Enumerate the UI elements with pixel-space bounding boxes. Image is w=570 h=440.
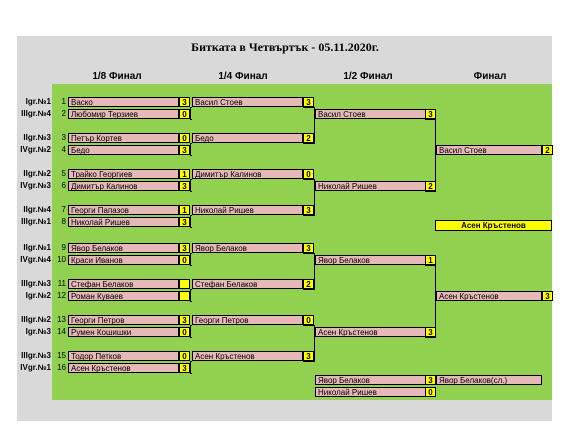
score-box[interactable]: 2 [303,279,314,289]
score-box[interactable]: 3 [179,145,190,155]
round-header: 1/4 Финал [218,71,268,82]
connector-line [314,179,315,216]
round-header: 1/8 Финал [92,71,142,82]
player-name[interactable]: Асен Кръстенов [192,351,303,361]
connector-line [435,119,436,192]
player-name[interactable]: Асен Кръстенов [436,291,542,301]
player-name[interactable]: Краси Иванов [68,255,179,265]
score-box[interactable]: 3 [425,327,436,337]
player-name[interactable]: Николай Ришев [315,181,426,191]
score-box[interactable]: 0 [303,315,314,325]
seed-number: 1 [61,97,66,106]
connector-line [435,265,436,338]
seed-number: 8 [61,217,66,226]
score-box[interactable]: 0 [179,327,190,337]
seed-number: 14 [57,327,66,336]
score-box[interactable]: 3 [303,351,314,361]
score-box[interactable]: 3 [303,243,314,253]
seed-number: 3 [61,133,66,142]
score-box[interactable]: 3 [425,375,436,385]
player-name[interactable]: Васил Стоев [436,145,542,155]
score-box[interactable]: 3 [179,363,190,373]
score-box[interactable]: 3 [542,291,553,301]
seed-number: 12 [57,291,66,300]
score-box[interactable]: 3 [179,315,190,325]
player-name[interactable]: Бедо [192,133,303,143]
group-label: Igr.№3 [25,327,51,336]
player-name[interactable]: Васко [68,97,179,107]
connector-line [190,215,191,228]
player-name[interactable]: Бедо [68,145,179,155]
connector-line [190,107,191,120]
group-label: IIIgr.№4 [21,109,51,118]
player-name[interactable]: Георги Папазов [68,205,179,215]
connector-line [190,253,191,266]
player-name[interactable]: Трайко Георгиев [68,169,179,179]
group-label: IIgr.№1 [23,243,51,252]
player-name[interactable]: Явор Белаков [315,375,426,385]
group-label: IIIgr.№1 [21,217,51,226]
score-box[interactable]: 3 [303,205,314,215]
champion-box: Асен Кръстенов [435,220,552,231]
group-label: IVgr.№1 [20,363,51,372]
seed-number: 16 [57,363,66,372]
score-box[interactable]: 3 [179,243,190,253]
connector-line [314,107,315,144]
round-header: 1/2 Финал [343,71,393,82]
player-name[interactable]: Тодор Петков [68,351,179,361]
score-box[interactable]: 3 [179,217,190,227]
group-label: IIIgr.№2 [21,315,51,324]
score-box[interactable]: 2 [303,133,314,143]
player-name[interactable]: Роман Куваев [68,291,179,301]
seed-number: 2 [61,109,66,118]
seed-number: 13 [57,315,66,324]
player-name[interactable]: Димитър Калинов [192,169,303,179]
player-name[interactable]: Явор Белаков(сл.) [436,375,542,385]
player-name[interactable]: Николай Ришев [68,217,179,227]
connector-line [190,289,191,302]
connector-line [190,179,191,192]
player-name[interactable]: Стефан Белаков [192,279,303,289]
score-box[interactable]: 3 [425,109,436,119]
connector-line [190,361,191,374]
connector-line [190,143,191,156]
group-label: IIgr.№4 [23,205,51,214]
player-name[interactable]: Явор Белаков [315,255,426,265]
seed-number: 15 [57,351,66,360]
player-name[interactable]: Румен Кошишки [68,327,179,337]
player-name[interactable]: Георги Петров [68,315,179,325]
player-name[interactable]: Явор Белаков [68,243,179,253]
score-box[interactable]: 3 [303,97,314,107]
seed-number: 10 [57,255,66,264]
player-name[interactable]: Асен Кръстенов [315,327,426,337]
player-name[interactable]: Любомир Терзиев [68,109,179,119]
round-header: Финал [473,71,507,82]
score-box[interactable]: 0 [179,109,190,119]
group-label: IIgr.№3 [23,133,51,142]
player-name[interactable]: Васил Стоев [315,109,426,119]
player-name[interactable]: Димитър Калинов [68,181,179,191]
player-name[interactable]: Асен Кръстенов [68,363,179,373]
score-box[interactable]: 2 [425,181,436,191]
player-name[interactable]: Петър Кортев [68,133,179,143]
seed-number: 11 [57,279,66,288]
seed-number: 7 [61,205,66,214]
score-box[interactable]: 2 [542,145,553,155]
score-box[interactable]: 3 [179,181,190,191]
score-box[interactable]: 1 [179,169,190,179]
player-name[interactable]: Явор Белаков [192,243,303,253]
score-box[interactable]: 3 [179,97,190,107]
player-name[interactable]: Николай Ришев [315,387,426,397]
group-label: IVgr.№2 [20,145,51,154]
connector-line [190,325,191,338]
score-box[interactable]: 0 [179,133,190,143]
player-name[interactable]: Николай Ришев [192,205,303,215]
seed-number: 6 [61,181,66,190]
player-name[interactable]: Васил Стоев [192,97,303,107]
group-label: IVgr.№3 [20,181,51,190]
score-box[interactable]: 0 [425,387,436,397]
score-box[interactable]: 0 [179,351,190,361]
player-name[interactable]: Стефан Белаков [68,279,179,289]
seed-number: 5 [61,169,66,178]
group-label: IIgr.№2 [23,169,51,178]
group-label: IIIgr.№3 [21,351,51,360]
connector-line [314,253,315,290]
score-box[interactable]: 0 [303,169,314,179]
group-label: IIIgr.№3 [21,279,51,288]
seed-number: 4 [61,145,66,154]
score-box[interactable]: 1 [179,205,190,215]
group-label: Igr.№2 [25,291,51,300]
score-box[interactable] [179,279,190,289]
connector-line [314,325,315,362]
group-label: Igr.№1 [25,97,51,106]
page-title: Битката в Четвъртък - 05.11.2020г. [191,40,379,54]
score-box[interactable] [179,291,190,301]
player-name[interactable]: Георги Петров [192,315,303,325]
group-label: IVgr.№4 [20,255,51,264]
score-box[interactable]: 1 [425,255,436,265]
score-box[interactable]: 0 [179,255,190,265]
seed-number: 9 [61,243,66,252]
